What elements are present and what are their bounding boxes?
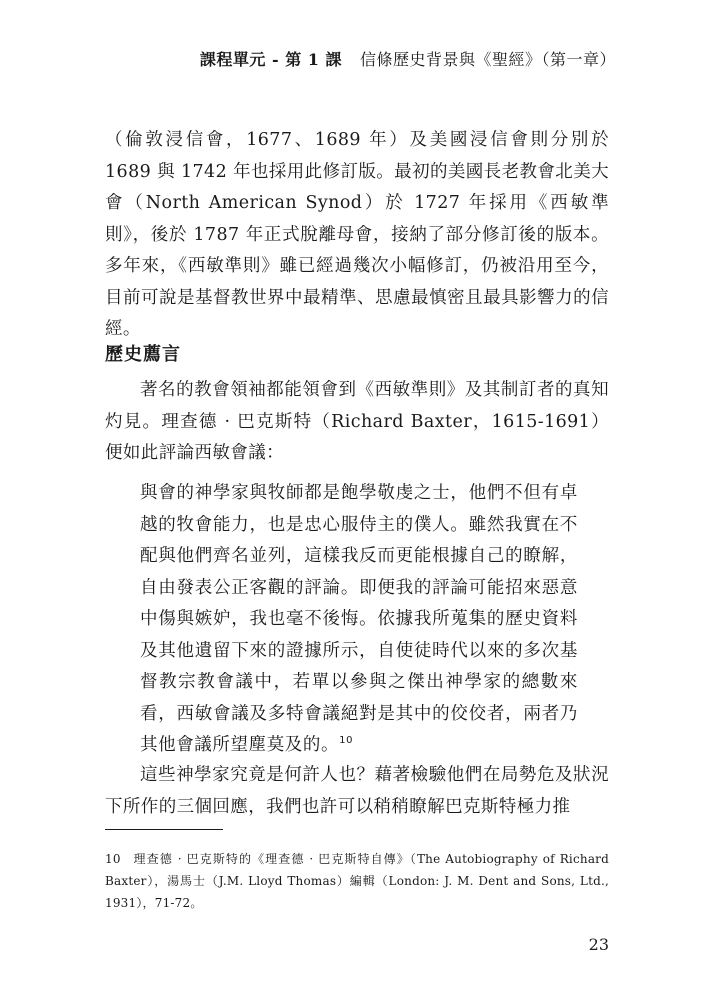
body-paragraph-3: 這些神學家究竟是何許人也？藉著檢驗他們在局勢危及狀況下所作的三個回應，我們也許可以稍稍瞭解巴克斯特極力推 (105, 765, 609, 817)
running-header (200, 47, 616, 70)
body-paragraph-1: （倫敦浸信會，1677、1689 年）及美國浸信會則分別於 1689 與 1742 年也採用此修訂版。最初的美國長老教會北美大會（North American Synod）於 1727 年採用《西敏準則》，後於 1787 年正式脫離母會，接納了部分修訂後的版本。多年來，《西敏準則》雖已經過幾次小幅修訂，仍被沿用至今，目前可說是基督教世界中最精準、思慮最慎密且最具影響力的信經。 (105, 130, 609, 339)
block-quote (140, 478, 578, 762)
footnote-divider (105, 829, 223, 830)
block-quote-text: 與會的神學家與牧師都是飽學敬虔之士，他們不但有卓越的牧會能力，也是忠心服侍主的僕人。雖然我實在不配與他們齊名並列，這樣我反而更能根據自己的瞭解，自由發表公正客觀的評論。即便我的評論可能招來惡意中傷與嫉妒，我也毫不後悔。依據我所蒐集的歷史資料及其他遺留下來的證據所示，自使徒時代以來的多次基督教宗教會議中，若單以參與之傑出神學家的總數來看，西敏會議及多特會議絕對是其中的佼佼者，兩者乃其他會議所望塵莫及的。 (140, 483, 578, 755)
course-unit-title: 課程單元 - 第 1 課 (199, 50, 342, 69)
footnote (105, 848, 609, 914)
footnote-reference: 10 (339, 735, 354, 746)
chapter-title: 信條歷史背景與《聖經》（第一章） (359, 50, 616, 69)
body-paragraph-2: 著名的教會領袖都能領會到《西敏準則》及其制訂者的真知灼見。理查德 · 巴克斯特（Richard Baxter，1615-1691）便如此評論西敏會議： (105, 380, 609, 463)
footnote-text: 理查德 · 巴克斯特的《理查德 · 巴克斯特自傳》（The Autobiography of Richard Baxter），湯馬士（J.M. Lloyd Thomas）編輯（London: J. M. Dent and Sons, Ltd., 1931），71-72。 (105, 852, 609, 910)
page-number: 23 (588, 935, 609, 954)
section-heading: 歷史薦言 (105, 344, 181, 365)
footnote-number: 10 (105, 852, 121, 866)
